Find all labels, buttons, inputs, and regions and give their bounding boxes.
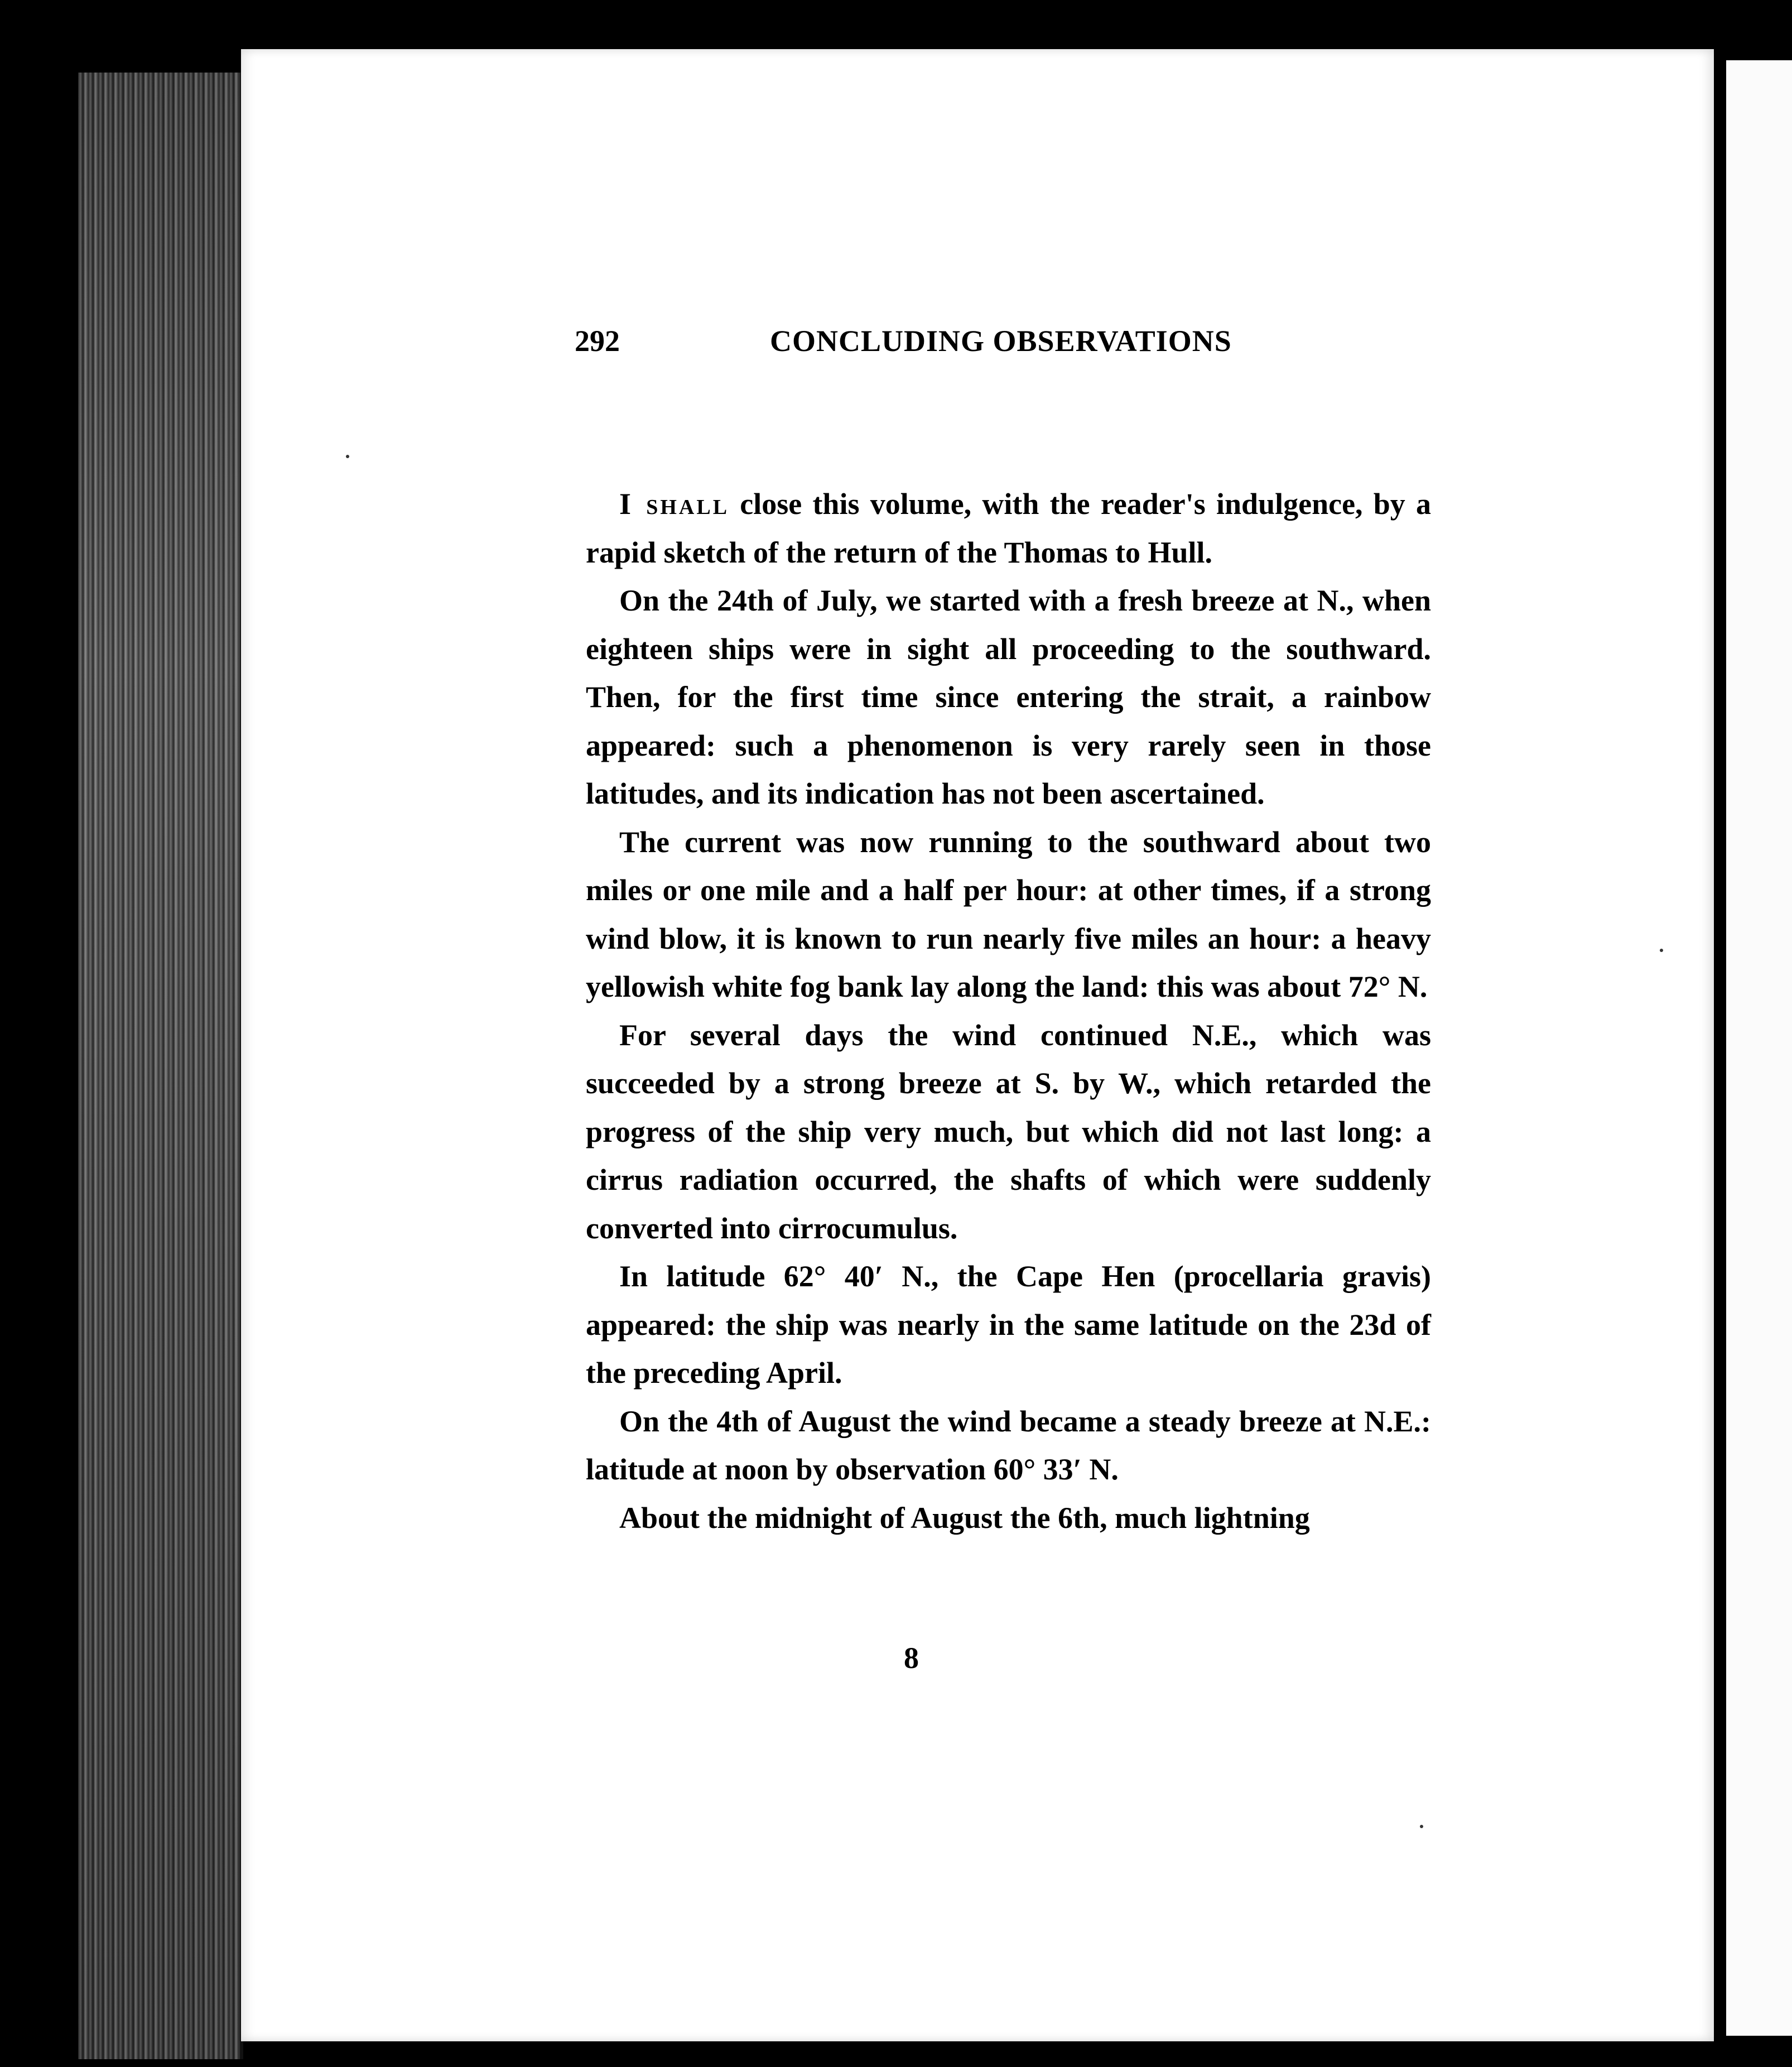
paragraph-3: The current was now running to the southward about two miles or one mile and a half per hour: at other times, if a strong wind blow, it is known to run nearly five miles an hour: a heavy yellowish white fog bank lay along the land: this was about 72° N. xyxy=(586,825,1431,1003)
paragraph-2: On the 24th of July, we started with a fresh breeze at N., when eighteen ships were in sight all proceeding to the southward. Then, for the first time since entering the strait, a rainbow appeared: such a phenomenon is very rarely seen in those latitudes, and its indication has not been ascertained. xyxy=(586,584,1431,810)
paragraph-6: On the 4th of August the wind became a steady breeze at N.E.: latitude at noon by observation 60° 33′ N. xyxy=(586,1404,1431,1486)
running-head: CONCLUDING OBSERVATIONS xyxy=(770,324,1232,358)
page-header xyxy=(575,324,1239,368)
facing-page-edge xyxy=(1718,60,1792,2036)
book-fore-edge-shading xyxy=(78,73,240,2059)
paragraph-1 xyxy=(586,480,1431,576)
paragraph-7: About the midnight of August the 6th, much lightning xyxy=(619,1501,1310,1535)
paragraph-4: For several days the wind continued N.E., which was succeeded by a strong breeze at S. by W., which retarded the progress of the ship very much, but which did not last long: a cirrus radiation occurred, the shafts of which were suddenly converted into cirrocumulus. xyxy=(586,1018,1431,1245)
paragraph-1-text: close this volume, with the reader's indulgence, by a rapid sketch of the return of the Thomas to Hull. xyxy=(586,487,1432,569)
body-text xyxy=(586,480,1431,1542)
ink-speck xyxy=(1420,1825,1423,1828)
ink-speck xyxy=(346,455,349,458)
small-caps-lead: I shall xyxy=(619,487,730,521)
paragraph-5: In latitude 62° 40′ N., the Cape Hen (procellaria gravis) appeared: the ship was nearly in the same latitude on the 23d of the preceding April. xyxy=(586,1260,1431,1390)
signature-mark: 8 xyxy=(904,1641,919,1675)
page-number: 292 xyxy=(575,324,620,358)
ink-speck xyxy=(1660,949,1663,952)
